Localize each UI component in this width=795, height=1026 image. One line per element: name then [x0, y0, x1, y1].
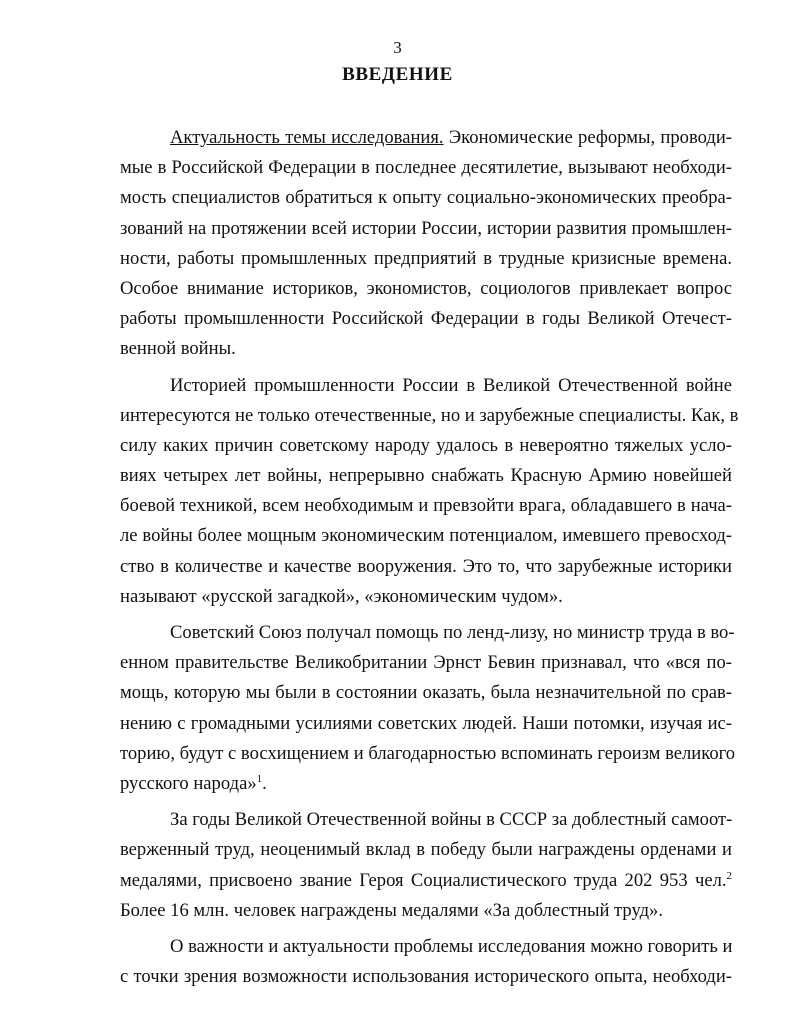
paragraph-line: Более 16 млн. человек награждены медалями «За доблестный труд».	[120, 899, 663, 921]
paragraph-line: О важности и актуальности проблемы исследования можно говорить и	[170, 935, 733, 957]
body-text	[120, 123, 739, 992]
paragraph-line: мые в Российской Федерации в последнее десятилетие, вызывают необходи-	[120, 157, 732, 179]
paragraph-line: торию, будут с восхищением и благодарностью вспоминать героизм великого	[120, 742, 736, 764]
paragraph-line: нению с громадными усилиями советских людей. Наши потомки, изучая ис-	[120, 712, 732, 734]
footnote-ref-2[interactable]: 2	[726, 869, 732, 882]
paragraph-line: мощь, которую мы были в состоянии оказать, была незначительной по срав-	[120, 682, 732, 704]
paragraph-line: с точки зрения возможности использования исторического опыта, необходи-	[120, 966, 732, 988]
paragraph-line: ности, работы промышленных предприятий в трудные кризисные времена.	[120, 247, 732, 269]
footnote-ref-1[interactable]: 1	[256, 772, 263, 785]
paragraph-line: зований на протяжении всей истории России, истории развития промышлен-	[120, 217, 732, 239]
page-number: 3	[393, 38, 402, 57]
paragraph-line: интересуются не только отечественные, но и зарубежные специалисты. Как, в	[120, 404, 739, 426]
paragraph-line: Историей промышленности России в Великой Отечественной войне	[170, 374, 732, 396]
topic-heading: Актуальность темы исследования.	[170, 127, 444, 148]
paragraph-line: называют «русской загадкой», «экономическим чудом».	[120, 585, 563, 607]
paragraph-line: ле войны более мощным экономическим потенциалом, имевшего превосход-	[120, 525, 732, 547]
paragraph-line: ство в количестве и качестве вооружения. Это то, что зарубежные историки	[120, 555, 732, 577]
paragraph-line: За годы Великой Отечественной войны в СССР за доблестный самоот-	[170, 809, 733, 831]
paragraph-line: Особое внимание историков, экономистов, социологов привлекает вопрос	[120, 277, 732, 299]
paragraph-line: работы промышленности Российской Федерации в годы Великой Отечест-	[120, 308, 732, 330]
paragraph-line: Актуальность темы исследования. Экономические реформы, проводи-	[170, 127, 732, 148]
paragraph-line: боевой техникой, всем необходимым и превзойти врага, обладавшего в нача-	[120, 495, 732, 517]
paragraph-line: медалями, присвоено звание Героя Социалистического труда 202 953 чел.$^2$	[120, 869, 732, 891]
paragraph-line: виях четырех лет войны, непрерывно снабжать Красную Армию новейшей	[120, 465, 732, 487]
paragraph-line: венной войны.	[120, 338, 236, 360]
paragraph-line: верженный труд, неоценимый вклад в победу были награждены орденами и	[120, 839, 732, 861]
paragraph-line: мость специалистов обратиться к опыту социально-экономических преобра-	[120, 187, 732, 209]
paragraph-line: Советский Союз получал помощь по ленд-лизу, но министр труда в во-	[170, 622, 735, 643]
section-title: ВВЕДЕНИЕ	[342, 64, 453, 85]
paragraph-line: енном правительстве Великобритании Эрнст Бевин признавал, что «вся по-	[120, 652, 732, 674]
paragraph-line: русского народа»$^1$.	[120, 772, 267, 794]
paragraph-line: силу каких причин советскому народу удалось в невероятно тяжелых усло-	[120, 434, 732, 456]
